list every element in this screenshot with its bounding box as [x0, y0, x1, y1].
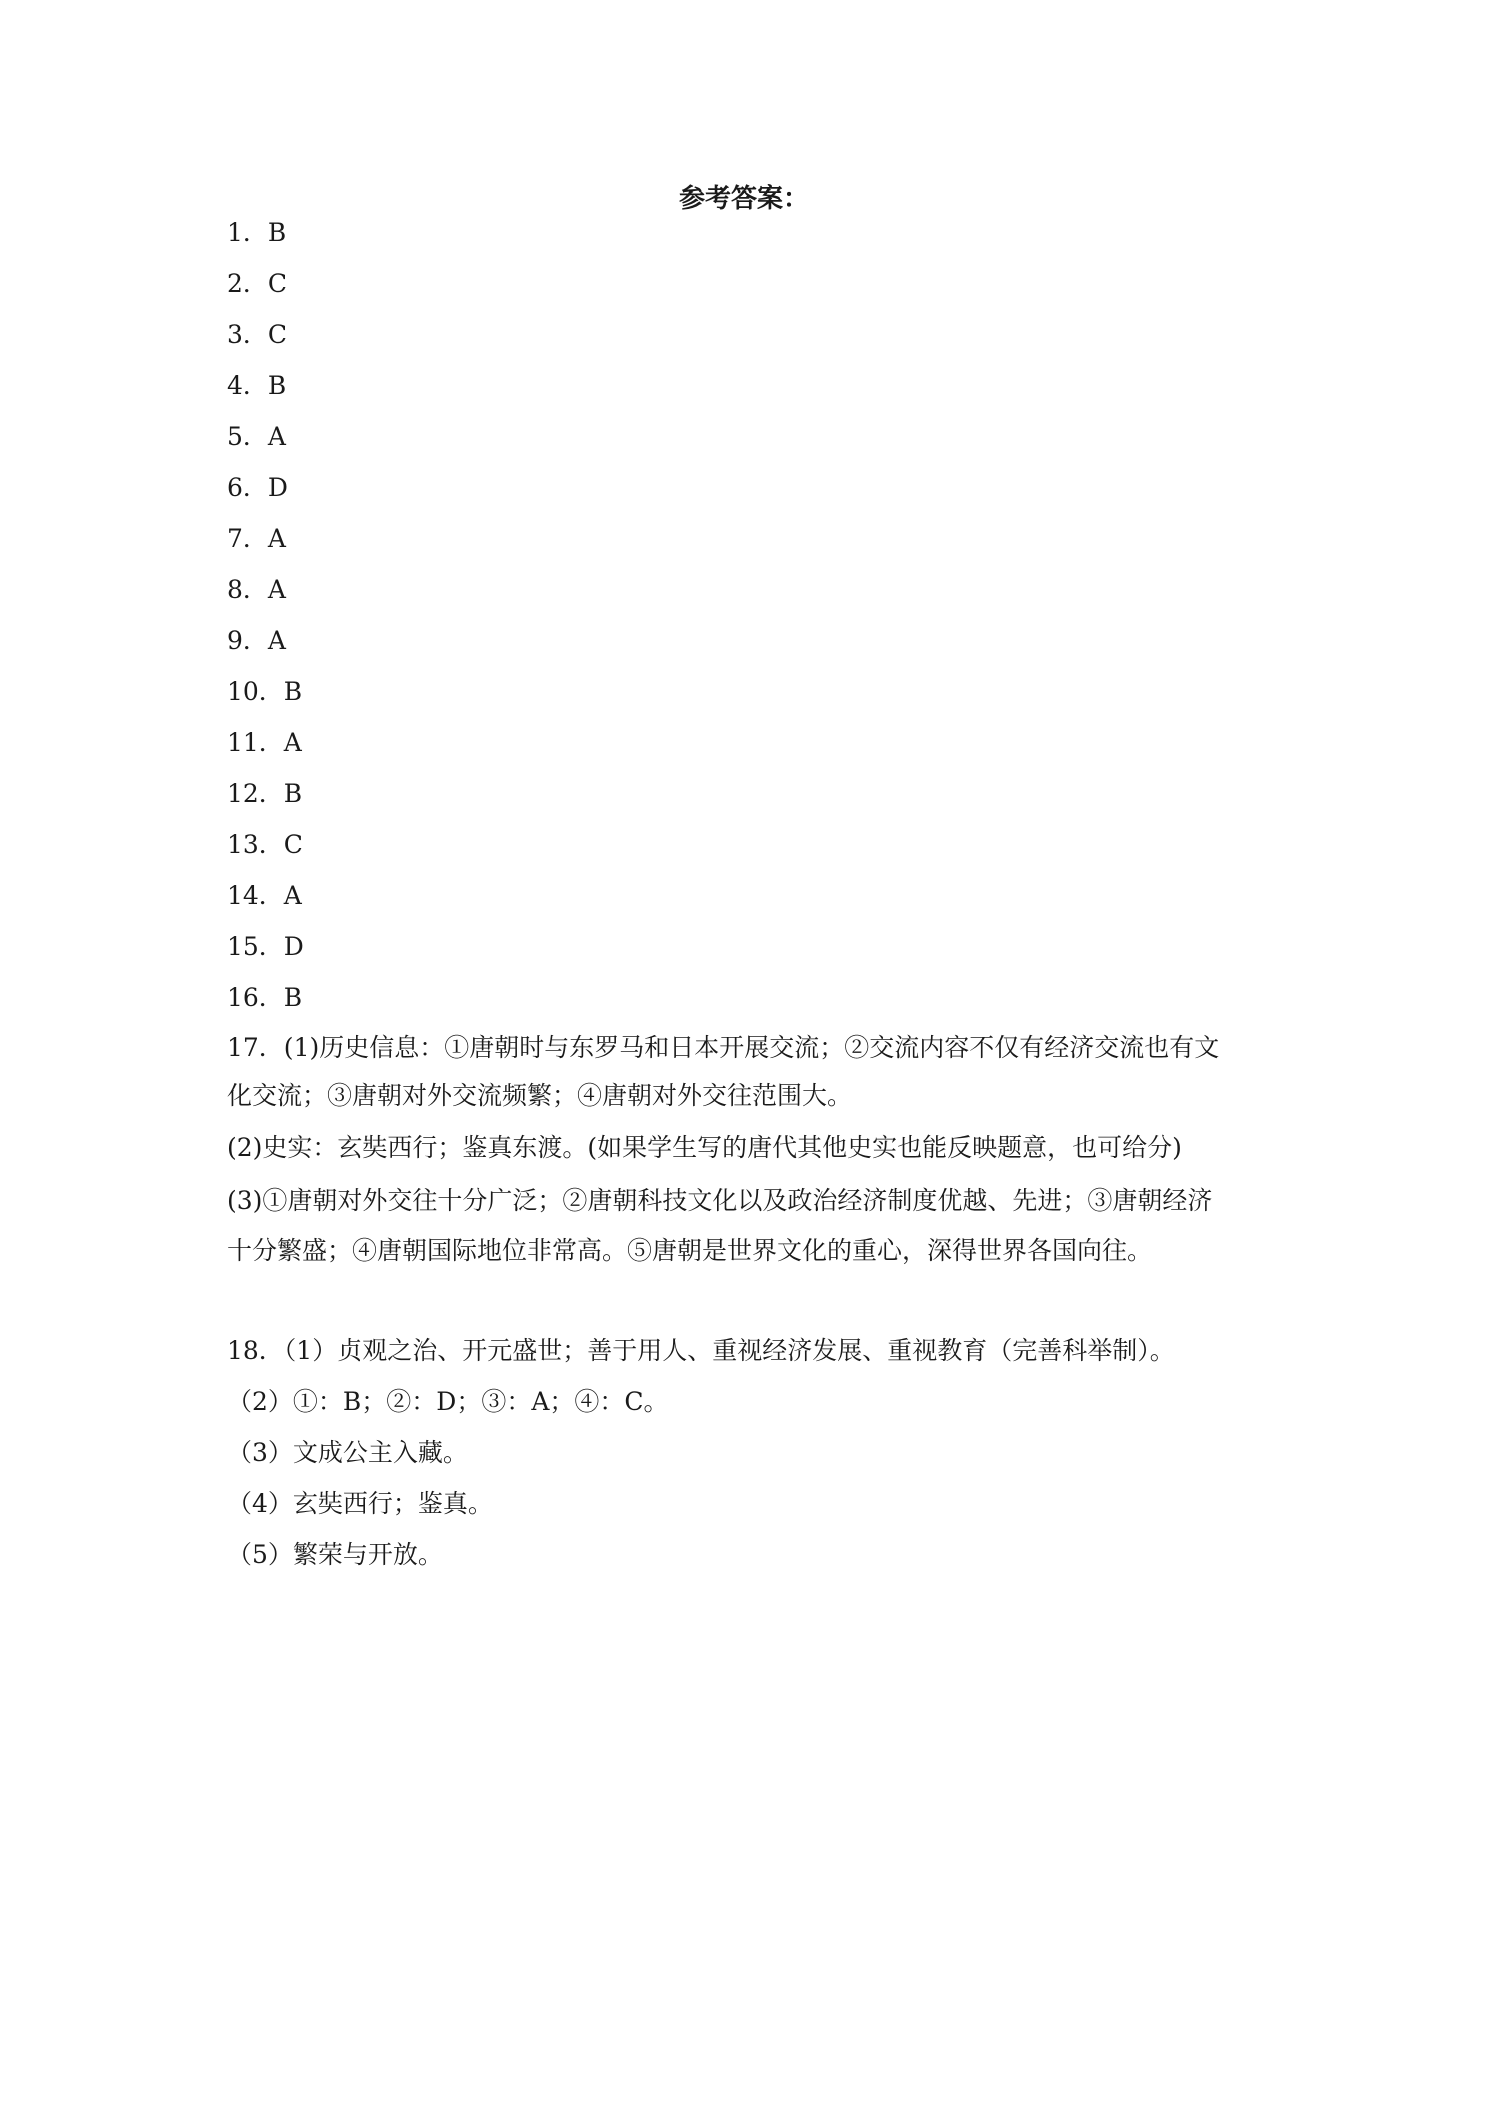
answer-item-5: 5．A	[227, 422, 286, 451]
answer-item-15: 15．D	[227, 932, 304, 961]
q17-line-2: 化交流；③唐朝对外交流频繁；④唐朝对外交往范围大。	[227, 1081, 853, 1110]
answer-item-6: 6．D	[227, 473, 288, 502]
answer-item-10: 10．B	[227, 677, 303, 706]
answer-item-4: 4．B	[227, 371, 287, 400]
q18-line-4: （4）玄奘西行；鉴真。	[227, 1489, 493, 1518]
q17-line-1: 17．(1)历史信息：①唐朝时与东罗马和日本开展交流；②交流内容不仅有经济交流也有文	[227, 1033, 1220, 1062]
answer-item-13: 13．C	[227, 830, 303, 859]
answer-item-8: 8．A	[227, 575, 286, 604]
answer-item-7: 7．A	[227, 524, 286, 553]
q18-line-3: （3）文成公主入藏。	[227, 1438, 468, 1467]
q17-line-3: (2)史实：玄奘西行；鉴真东渡。(如果学生写的唐代其他史实也能反映题意，也可给分)	[227, 1133, 1182, 1162]
q18-line-2: （2）①：B；②：D；③：A；④：C。	[227, 1387, 669, 1416]
answer-item-3: 3．C	[227, 320, 288, 349]
q17-line-5: 十分繁盛；④唐朝国际地位非常高。⑤唐朝是世界文化的重心，深得世界各国向往。	[227, 1236, 1153, 1265]
answer-item-16: 16．B	[227, 983, 303, 1012]
q18-line-1: 18．（1）贞观之治、开元盛世；善于用人、重视经济发展、重视教育（完善科举制）。	[227, 1336, 1175, 1365]
answer-item-1: 1．B	[227, 218, 287, 247]
q18-line-5: （5）繁荣与开放。	[227, 1540, 443, 1569]
answer-item-12: 12．B	[227, 779, 303, 808]
page-title: 参考答案：	[678, 184, 809, 214]
answer-item-14: 14．A	[227, 881, 302, 910]
answer-item-11: 11．A	[227, 728, 302, 757]
q17-line-4: (3)①唐朝对外交往十分广泛；②唐朝科技文化以及政治经济制度优越、先进；③唐朝经济	[227, 1186, 1213, 1215]
answer-item-2: 2．C	[227, 269, 288, 298]
answer-item-9: 9．A	[227, 626, 286, 655]
